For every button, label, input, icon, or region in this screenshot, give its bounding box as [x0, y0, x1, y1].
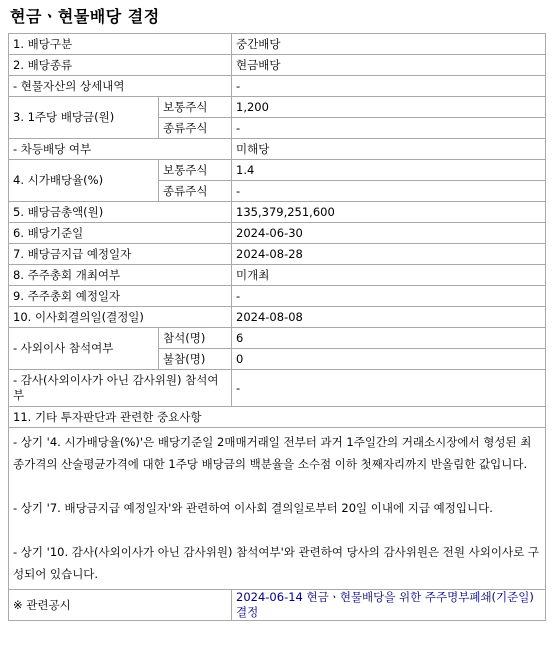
table-row	[9, 265, 546, 286]
sub-label: 보통주식	[159, 97, 232, 118]
row-value: 2024-08-08	[232, 307, 546, 328]
table-row	[9, 223, 546, 244]
row-value: 1.4	[232, 160, 546, 181]
related-label: ※ 관련공시	[9, 590, 232, 621]
table-row	[9, 76, 546, 97]
row-value: 미해당	[232, 139, 546, 160]
table-row	[9, 307, 546, 328]
table-row	[9, 328, 546, 349]
row-label: 1. 배당구분	[9, 34, 232, 55]
section-heading: 11. 기타 투자판단과 관련한 중요사항	[9, 407, 546, 428]
row-label: 2. 배당종류	[9, 55, 232, 76]
row-value: 6	[232, 328, 546, 349]
table-row	[9, 139, 546, 160]
row-label: - 현물자산의 상세내역	[9, 76, 232, 97]
row-label: 5. 배당금총액(원)	[9, 202, 232, 223]
table-row	[9, 286, 546, 307]
note-paragraph: - 상기 '4. 시가배당율(%)'은 배당기준일 2매매거래일 전부터 과거 1주일간의 거래소시장에서 형성된 최종가격의 산술평균가격에 대한 1주당 배당금의 백분율을 소수점 이하 첫째자리까지 반올림한 값입니다.	[13, 435, 532, 471]
related-disclosure-link[interactable]: 2024-06-14 현금ㆍ현물배당을 위한 주주명부폐쇄(기준일) 결정	[232, 590, 546, 621]
row-label: - 차등배당 여부	[9, 139, 232, 160]
row-value: 중간배당	[232, 34, 546, 55]
row-value: -	[232, 118, 546, 139]
table-row	[9, 160, 546, 181]
table-row	[9, 202, 546, 223]
row-value: -	[232, 370, 546, 407]
row-value: 현금배당	[232, 55, 546, 76]
row-value: 미개최	[232, 265, 546, 286]
table-row	[9, 407, 546, 428]
note-paragraph: - 상기 '7. 배당금지급 예정일자'와 관련하여 이사회 결의일로부터 20일 이내에 지급 예정입니다.	[13, 501, 493, 515]
table-row	[9, 244, 546, 265]
sub-label: 종류주식	[159, 118, 232, 139]
sub-label: 불참(명)	[159, 349, 232, 370]
notes-cell	[9, 428, 546, 590]
row-label: 7. 배당금지급 예정일자	[9, 244, 232, 265]
row-label: - 감사(사외이사가 아닌 감사위원) 참석여부	[9, 370, 232, 407]
row-value: -	[232, 286, 546, 307]
row-label: 9. 주주총회 예정일자	[9, 286, 232, 307]
table-row	[9, 97, 546, 118]
table-row	[9, 590, 546, 621]
table-row	[9, 55, 546, 76]
row-value: -	[232, 76, 546, 97]
table-row	[9, 34, 546, 55]
page-title: 현금ㆍ현물배당 결정	[10, 7, 160, 26]
row-value: 0	[232, 349, 546, 370]
sub-label: 보통주식	[159, 160, 232, 181]
note-paragraph: - 상기 '10. 감사(사외이사가 아닌 감사위원) 참석여부'와 관련하여 당사의 감사위원은 전원 사외이사로 구성되어 있습니다.	[13, 545, 539, 581]
table-row	[9, 428, 546, 590]
sub-label: 참석(명)	[159, 328, 232, 349]
disclosure-table	[8, 33, 546, 621]
sub-label: 종류주식	[159, 181, 232, 202]
row-label: 8. 주주총회 개최여부	[9, 265, 232, 286]
row-label: 3. 1주당 배당금(원)	[9, 97, 159, 139]
row-label: 4. 시가배당율(%)	[9, 160, 159, 202]
row-value: 2024-08-28	[232, 244, 546, 265]
row-value: 135,379,251,600	[232, 202, 546, 223]
row-value: 1,200	[232, 97, 546, 118]
row-label: 10. 이사회결의일(결정일)	[9, 307, 232, 328]
table-row	[9, 370, 546, 407]
row-label: - 사외이사 참석여부	[9, 328, 159, 370]
row-label: 6. 배당기준일	[9, 223, 232, 244]
row-value: 2024-06-30	[232, 223, 546, 244]
row-value: -	[232, 181, 546, 202]
